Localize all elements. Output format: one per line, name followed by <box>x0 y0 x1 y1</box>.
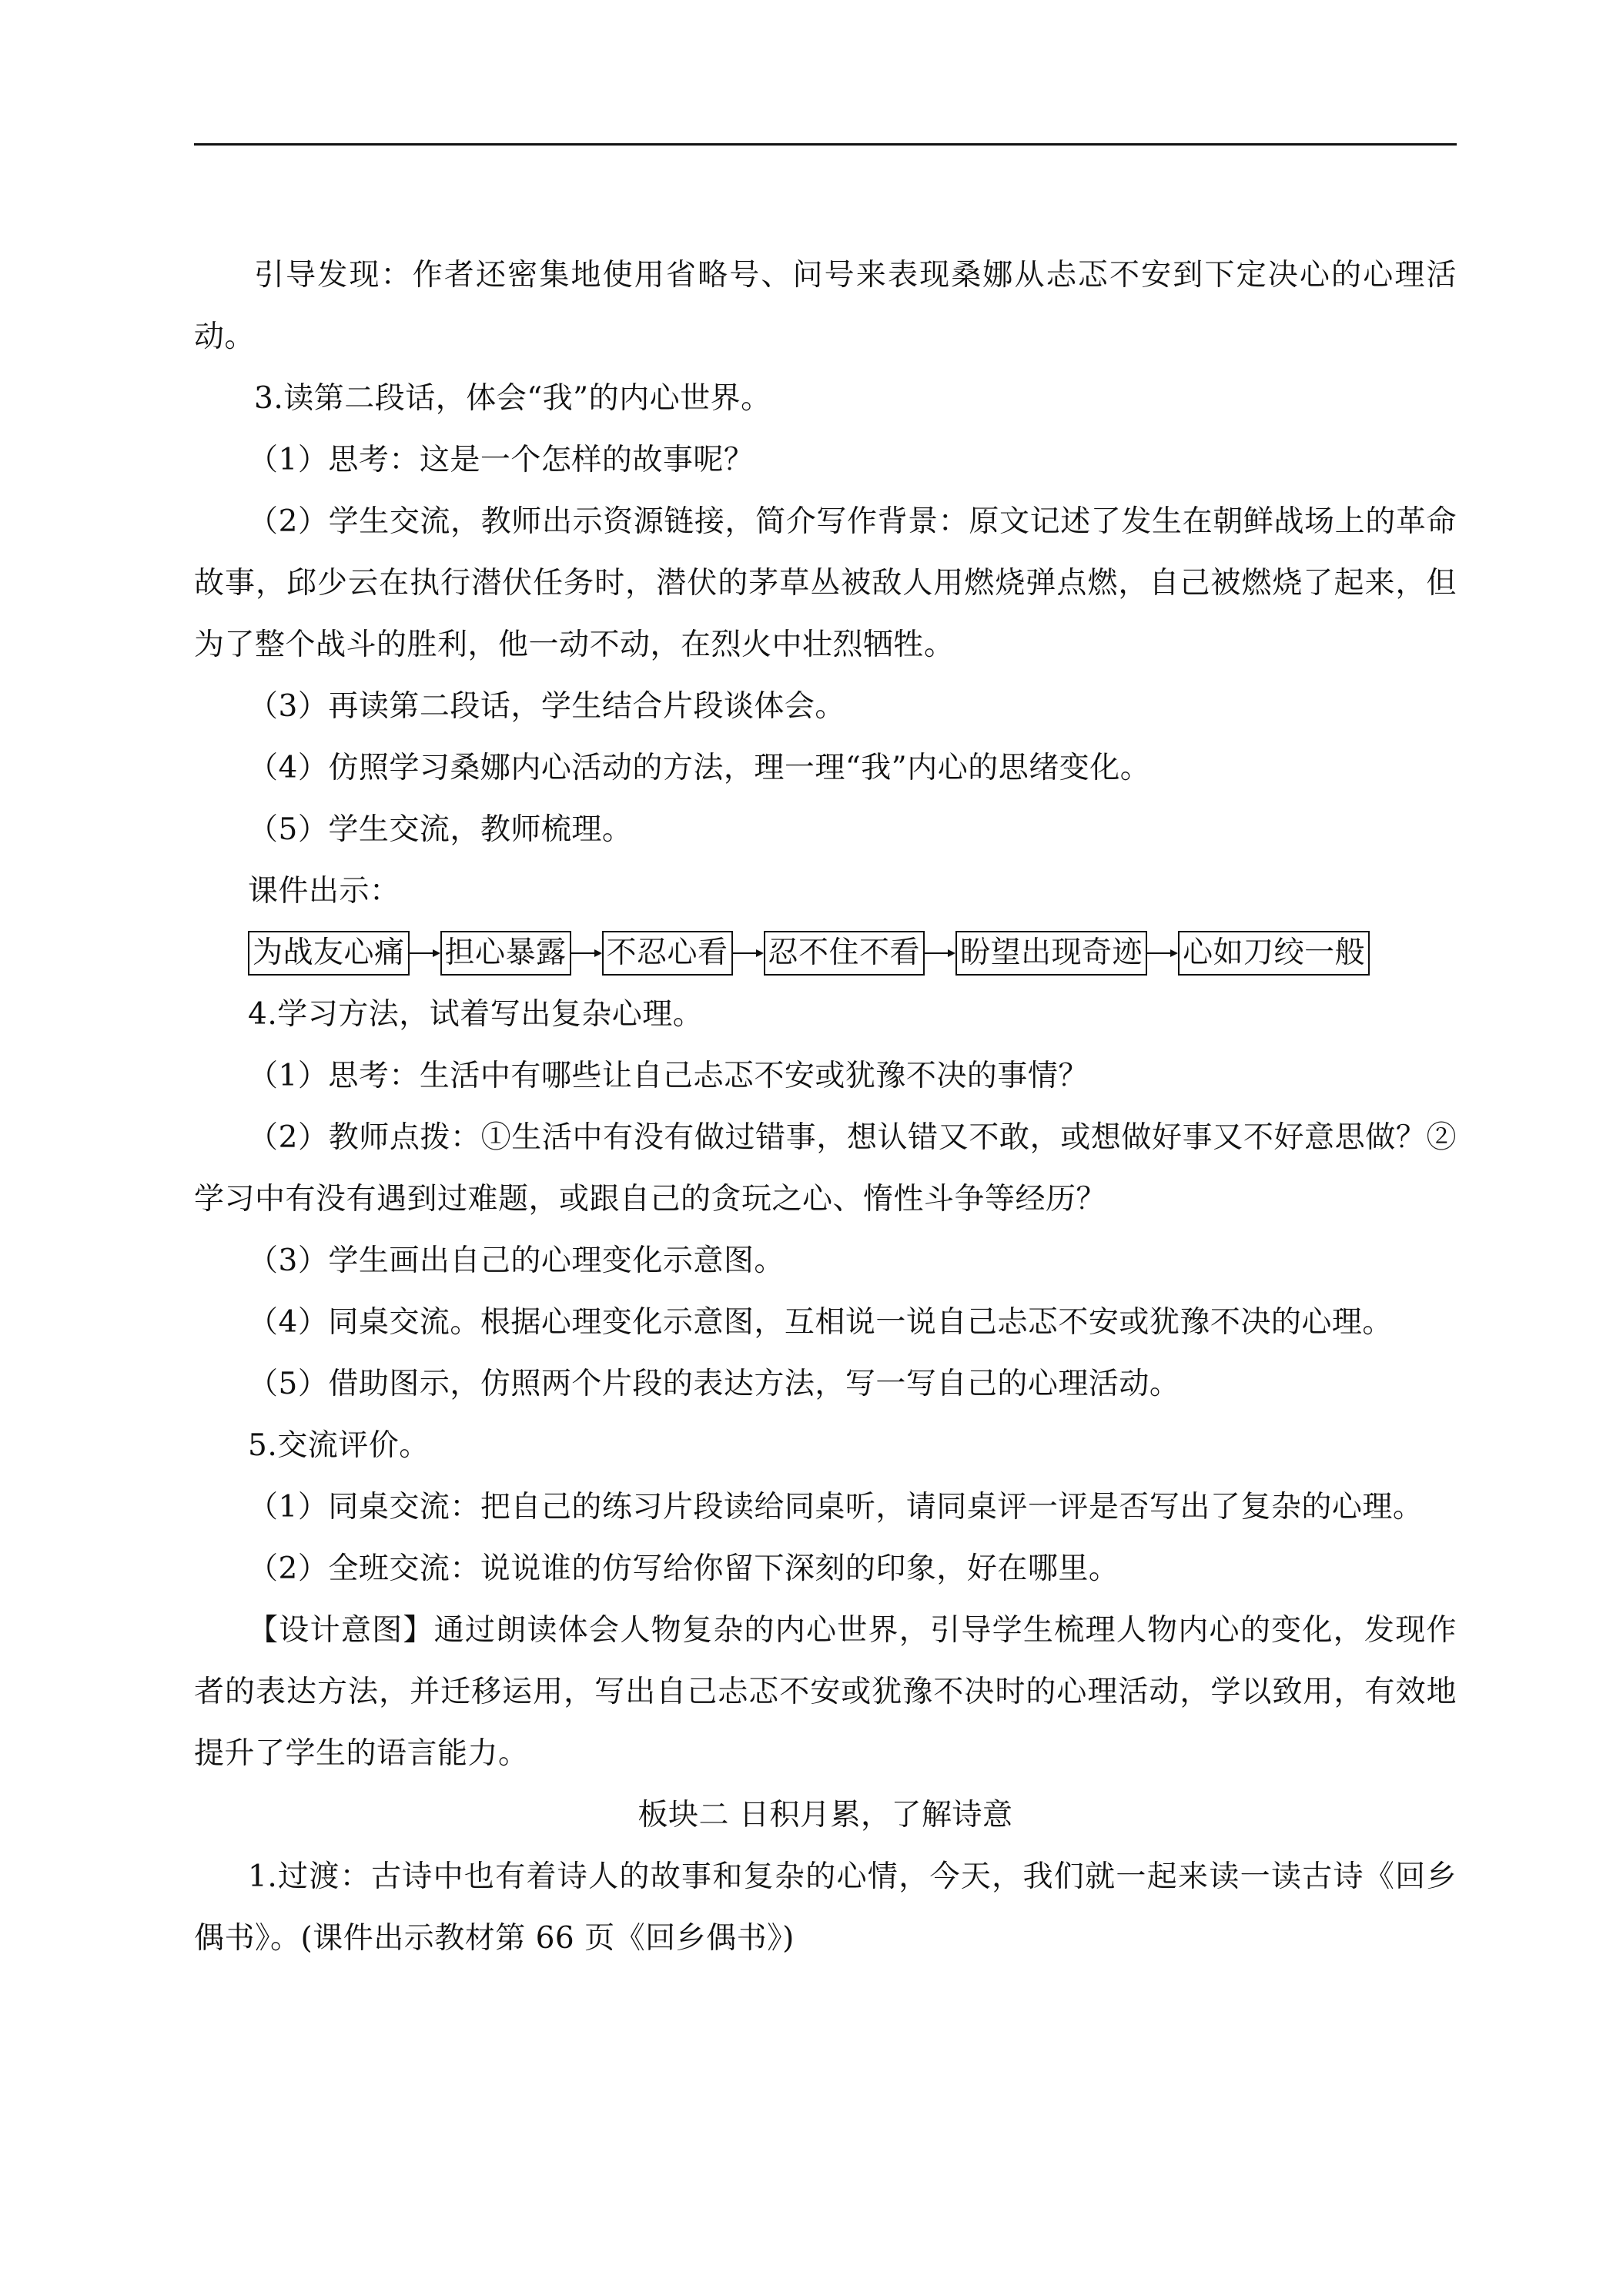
flow-box: 心如刀绞一般 <box>1178 931 1370 976</box>
section-title: 板块二 日积月累，了解诗意 <box>637 1798 1013 1832</box>
paragraph-step-4-5: （5）借助图示，仿照两个片段的表达方法，写一写自己的心理活动。 <box>248 1367 1180 1401</box>
paragraph-step-4: 4.学习方法，试着写出复杂心理。 <box>248 997 704 1032</box>
paragraph-step-4-1: （1）思考：生活中有哪些让自己忐忑不安或犹豫不决的事情？ <box>248 1059 1089 1093</box>
arrow-right-icon <box>1147 932 1178 974</box>
arrow-right-icon <box>925 932 955 974</box>
paragraph-step-3-5: （5）学生交流，教师梳理。 <box>248 812 633 847</box>
paragraph-step-3: 3.读第二段话，体会“我”的内心世界。 <box>254 381 771 416</box>
paragraph-guide-discovery: 引导发现：作者还密集地使用省略号、问号来表现桑娜从忐忑不安到下定决心的心理活动。 <box>194 258 1457 354</box>
paragraph-step-4-3: （3）学生画出自己的心理变化示意图。 <box>248 1243 785 1278</box>
paragraph-step-5-1: （1）同桌交流：把自己的练习片段读给同桌听，请同桌评一评是否写出了复杂的心理。 <box>248 1490 1424 1525</box>
paragraph-step-3-2: （2）学生交流，教师出示资源链接，简介写作背景：原文记述了发生在朝鲜战场上的革命故事，邱少云在执行潜伏任务时，潜伏的茅草丛被敌人用燃烧弹点燃，自己被燃烧了起来，但为了整个战斗的胜利，他一动不动，在烈火中壮烈牺牲。 <box>194 504 1457 662</box>
paragraph-step-3-1: （1）思考：这是一个怎样的故事呢？ <box>248 443 755 477</box>
paragraph-step-5-2: （2）全班交流：说说谁的仿写给你留下深刻的印象，好在哪里。 <box>248 1551 1119 1586</box>
flow-box: 担心暴露 <box>440 931 571 976</box>
header-rule <box>194 143 1457 146</box>
paragraph-courseware-label: 课件出示： <box>248 874 400 909</box>
flow-box: 忍不住不看 <box>764 931 925 976</box>
arrow-right-icon <box>571 932 602 974</box>
paragraph-design-intent: 【设计意图】通过朗读体会人物复杂的内心世界，引导学生梳理人物内心的变化，发现作者的表达方法，并迁移运用，写出自己忐忑不安或犹豫不决时的心理活动，学以致用，有效地提升了学生的语言能力。 <box>194 1613 1457 1771</box>
flow-box: 为战友心痛 <box>248 931 410 976</box>
arrow-right-icon <box>410 932 440 974</box>
document-body <box>194 245 1457 1970</box>
flow-box: 不忍心看 <box>602 931 733 976</box>
paragraph-step-4-4: （4）同桌交流。根据心理变化示意图，互相说一说自己忐忑不安或犹豫不决的心理。 <box>248 1305 1393 1340</box>
arrow-right-icon <box>733 932 764 974</box>
paragraph-step-3-4: （4）仿照学习桑娜内心活动的方法，理一理“我”内心的思绪变化。 <box>248 751 1151 785</box>
flow-box: 盼望出现奇迹 <box>955 931 1147 976</box>
paragraph-step-5: 5.交流评价。 <box>248 1428 430 1463</box>
emotion-flow-diagram <box>248 925 1457 981</box>
paragraph-transition: 1.过渡：古诗中也有着诗人的故事和复杂的心情，今天，我们就一起来读一读古诗《回乡偶书》。(课件出示教材第 66 页《回乡偶书》) <box>194 1859 1457 1956</box>
paragraph-step-3-3: （3）再读第二段话，学生结合片段谈体会。 <box>248 689 845 724</box>
paragraph-step-4-2: （2）教师点拨：①生活中有没有做过错事，想认错又不敢，或想做好事又不好意思做？②学习中有没有遇到过难题，或跟自己的贪玩之心、惰性斗争等经历？ <box>194 1120 1457 1217</box>
